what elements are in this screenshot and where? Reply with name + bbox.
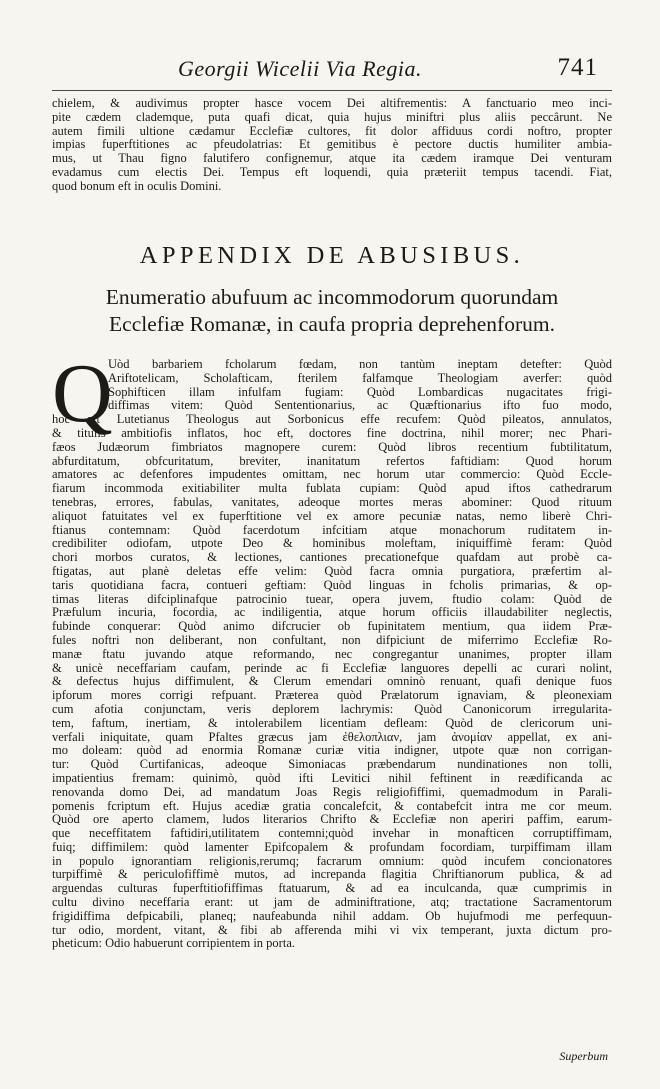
catchword: Superbum xyxy=(559,1049,608,1063)
appendix-subtitle-line: Ecclefiæ Romanæ, in caufa propria deprehenforum. xyxy=(109,312,555,336)
text-line: chori morbos curatos, & lectiones, cantiones precationefque quafdam aut probè ca- xyxy=(52,550,612,565)
text-line: autem fimili ultione cædamur Ecclefiæ cultores, fit dolor affiduus cordi noftro, propter xyxy=(52,123,612,138)
text-line: frigidiffima defpicabili, planeq; naufeabunda nihil addam. Ob hujufmodi me perfequun- xyxy=(52,908,612,923)
text-line: pheticum: Odio habuerunt corripientem in porta. xyxy=(52,936,295,951)
text-line: chielem, & audivimus propter hasce vocem Dei altifrementis: A fanctuario meo inci- xyxy=(52,96,612,110)
text-line: mo doleam: quòd ad enormia Romanæ curiæ vitia indigner, utpote quæ non corrigan- xyxy=(52,743,612,758)
text-line: Sophifticen illam infulfam fugiam: Quòd Lombardicas nugacitates frigi- xyxy=(108,384,612,399)
drop-cap: Q xyxy=(52,347,113,440)
text-line: tenebras, errores, fabulas, vanitates, adeoque mortes meras abominer: Quod rituum xyxy=(52,494,612,509)
text-line: diffimas vitem: Quòd Sententionarius, ac Quæftionarius ifto fuo modo, xyxy=(108,398,612,413)
text-line: & titulis ambitiofis inflatos, hoc eft, doctores fine doctrina, nihil morer; nec Phari- xyxy=(52,425,612,440)
text-line: amatores ac defenfores impudentes omittam, nec horum utar commercio: Quòd Eccle- xyxy=(52,467,612,482)
running-title: Georgii Wicelii Via Regia. xyxy=(178,56,422,81)
text-line: ftianus contemnam: Quòd facerdotum infcitiam atque monachorum ruditatem in- xyxy=(52,522,612,537)
text-line: timas literas difciplinafque patrocinio tuear, opera juvem, ftudio colam: Quòd de xyxy=(52,591,612,606)
intro-paragraph xyxy=(52,97,612,194)
appendix-title: APPENDIX DE ABUSIBUS. xyxy=(139,242,525,269)
text-line: hoc eft Lutetianus Theologus aut Sorbonicus effe recufem: Quòd pileatos, annulatos, xyxy=(52,412,612,427)
text-line: tur odio, mordent, vitant, & fibi ab afferenda mihi vi vix temperant, juxta dictum pro- xyxy=(52,922,612,937)
text-line: fubinde conquerar: Quòd animo difcrucier ob fupinitatem mentium, qua iidem Præ- xyxy=(52,619,612,634)
text-line: renovanda domo Dei, ad mandatum Joas Regis religiofiffimi, quemadmodum in Parali- xyxy=(52,784,612,799)
text-line: Quòd ore aperto clamem, ludos literarios Chrifto & Ecclefiæ non aperiri paffim, earum- xyxy=(52,812,612,827)
text-line: Uòd barbariem fcholarum fœdam, non tantùm ineptam detefter: Quòd xyxy=(108,357,612,371)
text-line: fiarum incommoda exitiabiliter multa fublata cupiam: Quòd apud iftos cathedrarum xyxy=(52,481,612,496)
text-line: pomenis fcriptum eft. Hujus acediæ gratia concalefcit, & contabefcit intra me cor meum. xyxy=(52,798,612,813)
text-line: ftigatas, aut planè deletas effe velim: Quòd facra omnia purgatiora, præfertim al- xyxy=(52,563,612,578)
running-head xyxy=(52,40,612,91)
text-line: impatientius fremam: quinimò, quòd ifti Levitici nihil feftinent in reædificanda ac xyxy=(52,770,612,785)
text-line: cultu divino neceffaria erant: ut jam de adminiftratione, atq; tractatione Sacramentorum xyxy=(52,895,612,910)
text-line: evadamus cum electis Dei. Tempus eft loquendi, quia præteriit tempus tacendi. Fiat, xyxy=(52,164,612,179)
appendix-subtitle xyxy=(52,284,612,338)
text-line: manæ ftatu juvando atque reformando, nec congregantur unanimes, propter illam xyxy=(52,646,612,661)
text-line: fules noftri non deliberant, non confultant, non difpiciunt de miferrimo Ecclefiæ Ro- xyxy=(52,632,612,647)
text-line: Ariftotelicam, Scholafticam, fterilem falfamque Theologiam averfer: quòd xyxy=(108,370,612,385)
text-line: aliquot fatuitates vel ex fuperftitione vel ex amore pecuniæ natas, nemo liberè Chri- xyxy=(52,508,612,523)
text-line: fæos Judæorum fimbriatos magnopere curem: Quòd libros recentium fubtilitatum, xyxy=(52,439,612,454)
text-line: & defectus hujus diffimulent, & Clerum emendari omninò renuant, quafi denique fuos xyxy=(52,674,612,689)
text-line: & unicè neceffariam caufam, perinde ac fi Ecclefiæ languores depelli ac curari nolint, xyxy=(52,660,612,675)
text-line: quod bonum eft in oculis Domini. xyxy=(52,178,222,193)
text-line: tem, faftum, inertiam, & intolerabilem licentiam defleam: Quòd de clericorum uni- xyxy=(52,715,612,730)
text-line: ipforum mores corrigi refpuant. Præterea quòd Prælatorum ignaviam, & pleonexiam xyxy=(52,688,612,703)
appendix-subtitle-line: Enumeratio abufuum ac incommodorum quorundam xyxy=(105,285,559,309)
text-line: fuiq; diffimilem: quòd lamenter Epifcopalem & profundam focordiam, turpiffimam illam xyxy=(52,839,612,854)
text-line: impias fuperftitiones ac pfeudolatrias: Et gemitibus è pectore ductis humiliter ambia- xyxy=(52,137,612,152)
text-line: pite cædem clademque, puta quafi dicat, quia hujus miniftri plus aliis peccârunt. Ne xyxy=(52,109,612,124)
text-line: turpiffimè & periculofiffimè mutos, ad increpanda flagitia Chriftianorum publica, & ad xyxy=(52,867,612,882)
text-line: cum afotia conjunctam, veris deplorem lachrymis: Quòd Canonicorum irregularita- xyxy=(52,701,612,716)
text-line: Præfulum incuria, focordia, ac indiligentia, atque horum officiis illaudabiliter neglectis, xyxy=(52,605,612,620)
text-line: verfali iniquitate, quam Pfaltes græcus jam ἐθελοπλιαν, jam ἀνομίαν appellat, ex ani- xyxy=(52,729,612,744)
text-line: credibiliter odiofam, utpote Deo & hominibus moleftam, iniquiffimè feram: Quòd xyxy=(52,536,612,551)
text-line: in populo ignorantiam religionis,rerumq; facrarum omnium: quòd incufem concionatores xyxy=(52,853,612,868)
text-line: mus, ut Thau figno falutifero confignemur, atque ita cædem iramque Dei venturam xyxy=(52,151,612,166)
text-line: abfurditatum, obfcuritatum, breviter, inanitatum refertos faftidiam: Quod horum xyxy=(52,453,612,468)
body-paragraph xyxy=(52,358,612,951)
text-line: arguendas culturas fuperftitiofiffimas ftatuarum, & ad ea inculcanda, quæ cumprimis in xyxy=(52,881,612,896)
text-line: que neceffitatem faftidiri,utilitatem contemni;quòd invehar in monafticen corruptiffimam, xyxy=(52,826,612,841)
text-line: taris quotidiana facra, contueri geftiam: Quòd linguas in fcholis primarias, & op- xyxy=(52,577,612,592)
text-line: tur: Quòd Curtifanicas, adeoque Simoniacas præbendarum nundinationes non tolli, xyxy=(52,757,612,772)
page-number: 741 xyxy=(557,54,598,81)
